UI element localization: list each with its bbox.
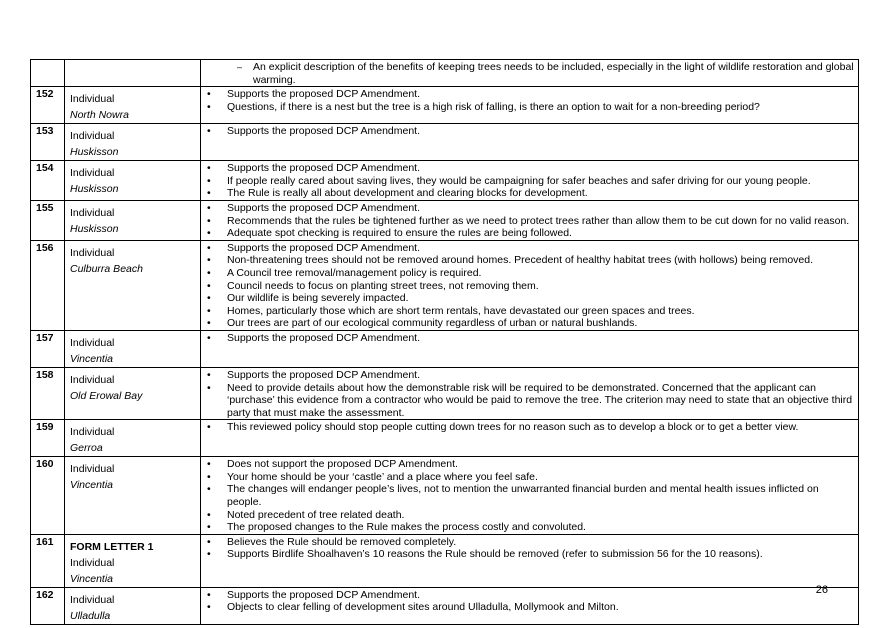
submitter-type: Individual [70, 93, 115, 106]
submitter-type: FORM LETTER 1 [70, 540, 154, 553]
comment-list [207, 458, 854, 534]
comments-cell [201, 457, 859, 535]
comment-point: • The changes will endanger people’s lives, not to mention the unwarranted financial burden and mental health issues inflicted on people. [207, 483, 854, 508]
comment-point: • Homes, particularly those which are short term rentals, have devastated our green spaces and trees. [207, 305, 854, 318]
submitter-type: Individual [70, 206, 115, 219]
comment-list [207, 88, 854, 113]
table-row [31, 457, 859, 535]
submitter-type: Individual [70, 426, 115, 439]
comments-cell [201, 330, 859, 367]
submission-number: 154 [31, 161, 65, 201]
comment-point: • The Rule is really all about development and clearing blocks for development. [207, 187, 854, 200]
submitter-cell [65, 124, 201, 161]
comment-point: • Does not support the proposed DCP Amendment. [207, 458, 854, 471]
comments-cell [201, 124, 859, 161]
comments-cell [201, 587, 859, 624]
comments-cell [201, 240, 859, 330]
comment-point: • This reviewed policy should stop people cutting down trees for no reason such as to develop a block or to get a better view. [207, 421, 854, 434]
comments-cell [201, 534, 859, 587]
submitter-cell [65, 87, 201, 124]
comment-point: • Supports the proposed DCP Amendment. [207, 162, 854, 175]
table-row [31, 534, 859, 587]
comment-list [207, 369, 854, 419]
submission-number: 160 [31, 457, 65, 535]
submission-number: 152 [31, 87, 65, 124]
comments-cell [201, 420, 859, 457]
comments-cell [201, 367, 859, 419]
submitter-location: Vincentia [70, 479, 114, 492]
submitter-type: Individual [70, 246, 115, 259]
submitter-type: Individual [70, 130, 115, 143]
table-row [31, 200, 859, 240]
comment-point: • Our trees are part of our ecological community regardless of urban or natural bushlands. [207, 317, 854, 330]
submission-number: 156 [31, 240, 65, 330]
comment-point: • Supports the proposed DCP Amendment. [207, 242, 854, 255]
comment-list [207, 421, 854, 434]
comment-point: • Supports the proposed DCP Amendment. [207, 332, 854, 345]
submitter-location: Ulladulla [70, 609, 111, 622]
submitter-cell [65, 200, 201, 240]
submitter-type: Individual [70, 593, 115, 606]
comment-list [207, 332, 854, 345]
submitter-cell [65, 330, 201, 367]
comment-point: • If people really cared about saving lives, they would be campaigning for safer beaches and safer driving for our young people. [207, 175, 854, 188]
table-row [31, 330, 859, 367]
table-row [31, 60, 859, 87]
submitter-cell [65, 587, 201, 624]
submitter-cell [65, 161, 201, 201]
submissions-table [30, 59, 859, 625]
submitter-type: Individual [70, 167, 115, 180]
comment-point: • Recommends that the rules be tightened further as we need to protect trees rather than allow them to be cut down for no valid reason. [207, 215, 854, 228]
comments-cell [201, 200, 859, 240]
page-number: 26 [815, 584, 828, 596]
submitter-location: Vincentia [70, 572, 114, 585]
submission-number: 158 [31, 367, 65, 419]
submitter-cell [65, 534, 201, 587]
comment-point: • Our wildlife is being severely impacted. [207, 292, 854, 305]
submitter-cell [65, 240, 201, 330]
comment-point: • Objects to clear felling of development sites around Ulladulla, Mollymook and Milton. [207, 601, 854, 614]
submission-number: 157 [31, 330, 65, 367]
comment-point: • Non-threatening trees should not be removed around homes. Precedent of healthy habitat trees (with hollows) being removed. [207, 254, 854, 267]
submission-number: 159 [31, 420, 65, 457]
comment-point: • A Council tree removal/management policy is required. [207, 267, 854, 280]
submitter-location: Gerroa [70, 442, 103, 455]
submitter-cell [65, 420, 201, 457]
comment-list [207, 589, 854, 614]
submitter-type: Individual [70, 336, 115, 349]
comment-point: • Council needs to focus on planting street trees, not removing them. [207, 280, 854, 293]
submission-number: 162 [31, 587, 65, 624]
comment-list [207, 202, 854, 240]
submitter-location: Culburra Beach [70, 262, 143, 275]
comment-point: • Need to provide details about how the demonstrable risk will be required to be demonstrated. Concerned that the applicant can ‘purchase’ this evidence from a contractor who would be paid to remove the tree. The criterion may need to state that an objective third party that must make the assessment. [207, 382, 854, 420]
submission-number: 161 [31, 534, 65, 587]
comments-cell [201, 60, 859, 87]
comment-list [207, 242, 854, 330]
comment-point: • Supports the proposed DCP Amendment. [207, 369, 854, 382]
comment-list [207, 125, 854, 138]
submitter-cell [65, 367, 201, 419]
comment-point: • Believes the Rule should be removed completely. [207, 536, 854, 549]
submitter-cell [65, 457, 201, 535]
comment-list [207, 536, 854, 561]
submitter-location: Old Erowal Bay [70, 389, 143, 402]
comment-point: • Supports Birdlife Shoalhaven’s 10 reasons the Rule should be removed (refer to submission 56 for the 10 reasons). [207, 548, 854, 561]
table-row [31, 87, 859, 124]
submitter-cell [65, 60, 201, 87]
comment-point: • Supports the proposed DCP Amendment. [207, 88, 854, 101]
submission-number [31, 60, 65, 87]
comment-point: • Adequate spot checking is required to ensure the rules are being followed. [207, 227, 854, 240]
table-row [31, 161, 859, 201]
comment-point: • Questions, if there is a nest but the tree is a high risk of falling, is there an option to wait for a non-breeding period? [207, 101, 854, 114]
comment-list [207, 162, 854, 200]
submission-number: 153 [31, 124, 65, 161]
comment-point: • Noted precedent of tree related death. [207, 509, 854, 522]
submitter-location: Vincentia [70, 352, 114, 365]
comment-point: • Supports the proposed DCP Amendment. [207, 125, 854, 138]
submitter-location: Huskisson [70, 183, 119, 196]
comment-point: • Supports the proposed DCP Amendment. [207, 202, 854, 215]
table-row [31, 587, 859, 624]
comments-cell [201, 161, 859, 201]
table-row [31, 124, 859, 161]
submitter-location: Huskisson [70, 222, 119, 235]
submission-number: 155 [31, 200, 65, 240]
comments-cell [201, 87, 859, 124]
comment-list [207, 61, 854, 86]
comment-point: – An explicit description of the benefits of keeping trees needs to be included, especially in the light of wildlife restoration and global warming. [207, 61, 854, 86]
comment-point: • Supports the proposed DCP Amendment. [207, 589, 854, 602]
table-row [31, 420, 859, 457]
submitter-type: Individual [70, 463, 115, 476]
comment-point: • The proposed changes to the Rule makes the process costly and convoluted. [207, 521, 854, 534]
submitter-location: North Nowra [70, 109, 129, 122]
submitter-type-secondary: Individual [70, 556, 115, 569]
comment-point: • Your home should be your ‘castle’ and a place where you feel safe. [207, 471, 854, 484]
table-row [31, 367, 859, 419]
submitter-type: Individual [70, 373, 115, 386]
submitter-location: Huskisson [70, 146, 119, 159]
table-row [31, 240, 859, 330]
